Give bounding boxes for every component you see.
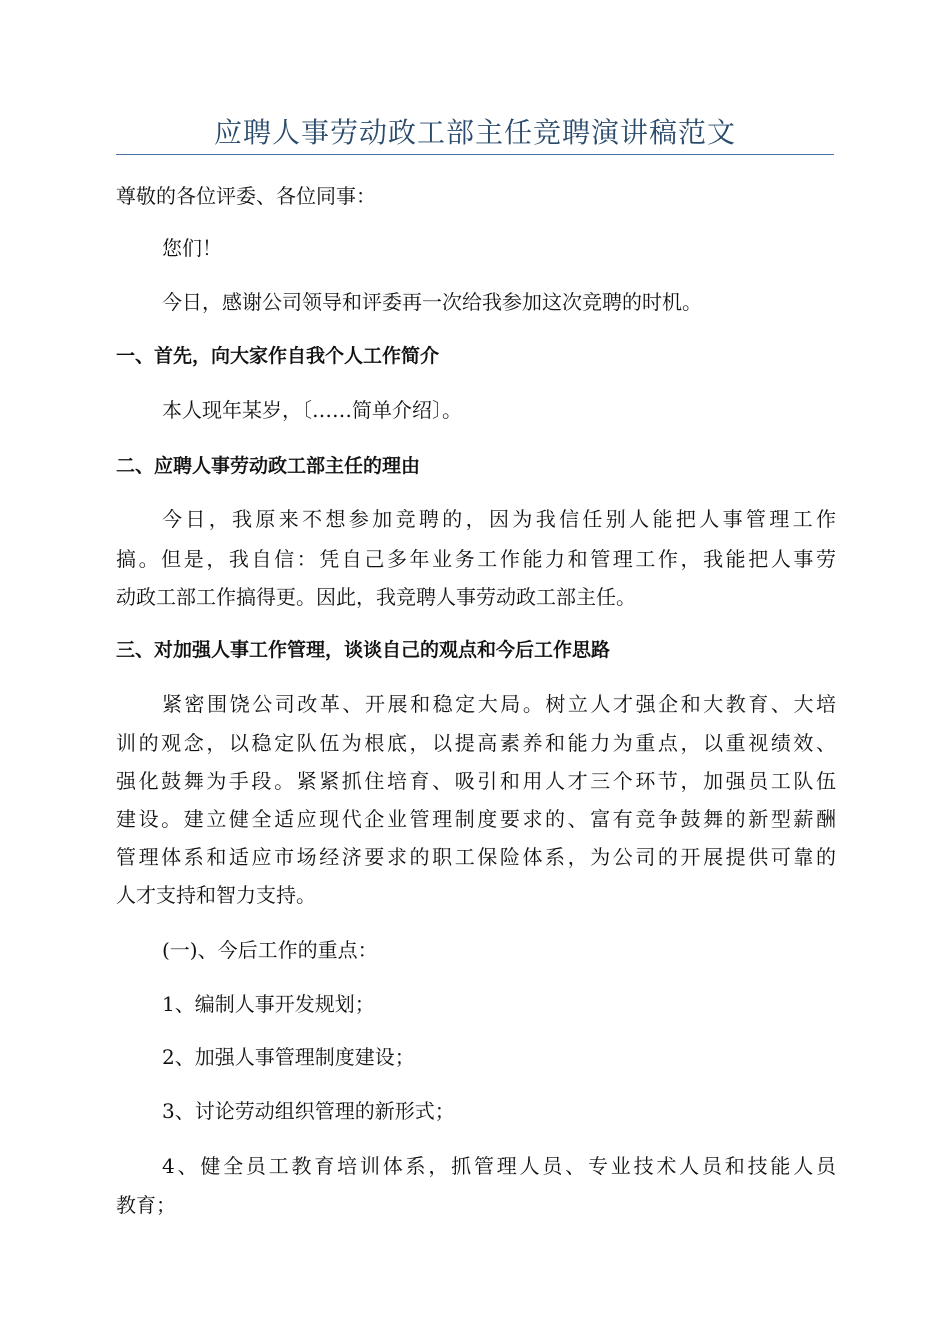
document-title: 应聘人事劳动政工部主任竞聘演讲稿范文 <box>213 116 736 149</box>
section-heading-1: 一、首先，向大家作自我个人工作简介 <box>116 345 440 367</box>
salutation: 您们！ <box>162 236 222 260</box>
section-2-line: 今日，我原来不想参加竞聘的，因为我信任别人能把人事管理工作 <box>162 507 836 531</box>
title-underline <box>116 154 834 155</box>
list-item: 2、加强人事管理制度建设； <box>162 1045 415 1069</box>
section-3-line: 紧密围饶公司改革、开展和稳定大局。树立人才强企和大教育、大培 <box>162 692 836 716</box>
section-3-line: 管理体系和适应市场经济要求的职工保险体系，为公司的开展提供可靠的 <box>116 845 836 869</box>
list-item: 1、编制人事开发规划； <box>162 992 375 1016</box>
section-2-line: 搞。但是，我自信：凭自己多年业务工作能力和管理工作，我能把人事劳 <box>116 547 836 571</box>
list-item-continuation: 教育； <box>116 1193 176 1217</box>
section-3-line: 训的观念，以稳定队伍为根底，以提高素养和能力为重点，以重视绩效、 <box>116 731 836 755</box>
list-item: 3、讨论劳动组织管理的新形式； <box>162 1099 455 1123</box>
section-heading-2: 二、应聘人事劳动政工部主任的理由 <box>116 455 421 477</box>
list-item: 4、健全员工教育培训体系，抓管理人员、专业技术人员和技能人员 <box>162 1154 836 1178</box>
section-heading-3: 三、对加强人事工作管理，谈谈自己的观点和今后工作思路 <box>116 639 611 661</box>
opening-paragraph: 今日，感谢公司领导和评委再一次给我参加这次竞聘的时机。 <box>162 290 702 314</box>
section-2-line: 动政工部工作搞得更。因此，我竞聘人事劳动政工部主任。 <box>116 585 636 609</box>
section-3-line: 人才支持和智力支持。 <box>116 883 316 907</box>
subsection-heading: (一)、今后工作的重点： <box>162 938 378 962</box>
section-1-paragraph: 本人现年某岁，〔……简单介绍〕。 <box>162 398 462 422</box>
section-3-line: 强化鼓舞为手段。紧紧抓住培育、吸引和用人才三个环节，加强员工队伍 <box>116 769 836 793</box>
greeting: 尊敬的各位评委、各位同事： <box>116 184 376 208</box>
section-3-line: 建设。建立健全适应现代企业管理制度要求的、富有竞争鼓舞的新型薪酬 <box>116 807 836 831</box>
